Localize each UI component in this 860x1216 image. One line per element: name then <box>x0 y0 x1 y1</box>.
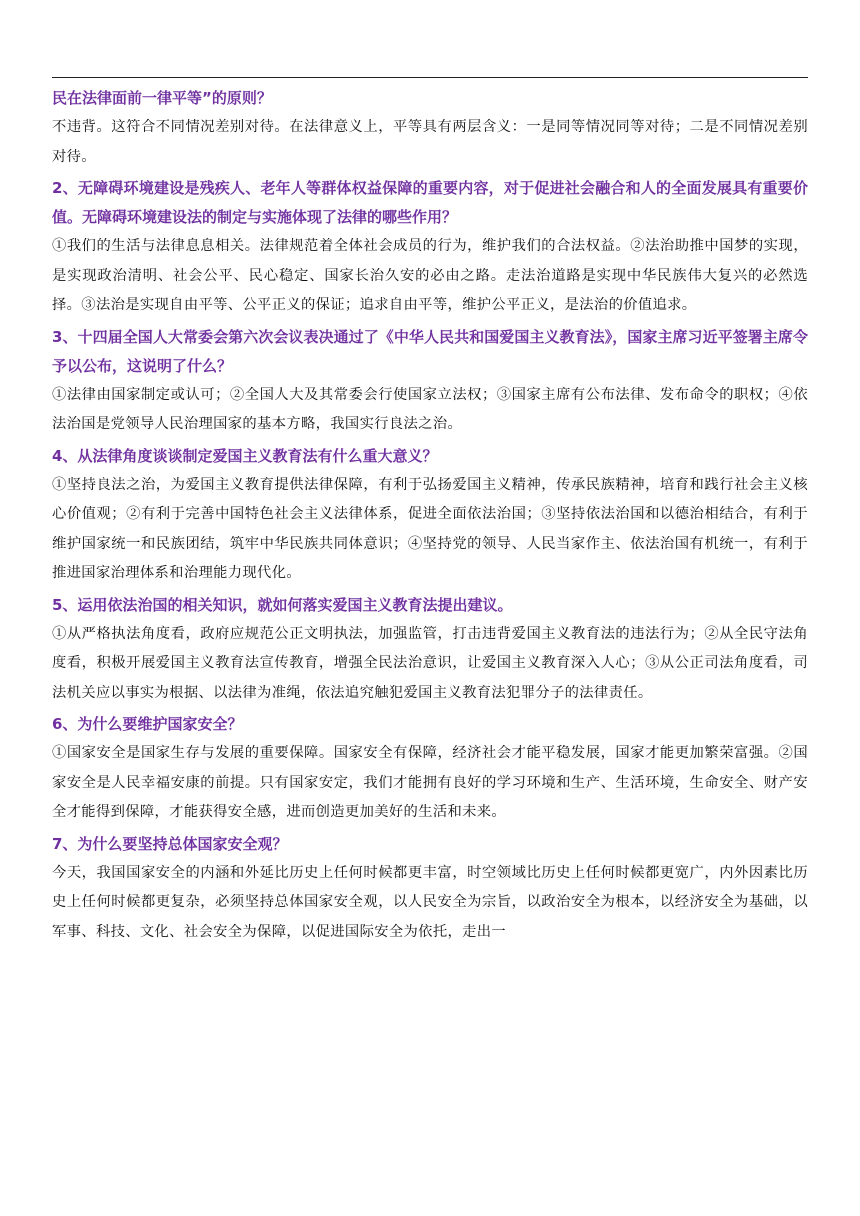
question-6: 6、为什么要维护国家安全？ <box>52 715 243 733</box>
answer-5: ①从严格执法角度看，政府应规范公正文明执法，加强监管，打击违背爱国主义教育法的违法行为；②从全民守法角度看，积极开展爱国主义教育法宣传教育，增强全民法治意识，让爱国主义教育深入人心；③从公正司法角度看，司法机关应以事实为根据、以法律为准绳，依法追究触犯爱国主义教育法犯罪分子的法律责任。 <box>52 625 808 701</box>
question-7: 7、为什么要坚持总体国家安全观？ <box>52 834 288 853</box>
answer-3: ①法律由国家制定或认可；②全国人大及其常委会行使国家立法权；③国家主席有公布法律、发布命令的职权；④依法治国是党领导人民治理国家的基本方略，我国实行良法之治。 <box>52 386 808 432</box>
answer-4: ①坚持良法之治，为爱国主义教育提供法律保障，有利于弘扬爱国主义精神，传承民族精神，培育和践行社会主义核心价值观；②有利于完善中国特色社会主义法律体系，促进全面依法治国；③坚持依法治国和以德治相结合，有利于维护国家统一和民族团结，筑牢中华民族共同体意识；④坚持党的领导、人民当家作主、依法治国有机统一，有利于推进国家治理体系和治理能力现代化。 <box>52 476 808 581</box>
question-text: 民在法律面前一律平等”的原则？ <box>52 89 272 107</box>
answer-7: 今天，我国国家安全的内涵和外延比历史上任何时候都更丰富，时空领域比历史上任何时候都更宽广，内外因素比历史上任何时候都更复杂，必须坚持总体国家安全观，以人民安全为宗旨，以政治安全为根本，以经济安全为基础，以军事、科技、文化、社会安全为保障，以促进国际安全为依托，走出一 <box>52 864 808 940</box>
document-body <box>52 84 808 949</box>
question-3: 3、十四届全国人大常委会第六次会议表决通过了《中华人民共和国爱国主义教育法》，国家主席习近平签署主席令予以公布，这说明了什么？ <box>52 327 808 375</box>
question-4: 4、从法律角度谈谈制定爱国主义教育法有什么重大意义？ <box>52 446 438 465</box>
answer-text: 不违背。这符合不同情况差别对待。在法律意义上，平等具有两层含义：一是同等情况同等对待；二是不同情况差别对待。 <box>52 119 808 165</box>
header-rule <box>52 77 808 78</box>
answer-6: ①国家安全是国家生存与发展的重要保障。国家安全有保障，经济社会才能平稳发展，国家才能更加繁荣富强。②国家安全是人民幸福安康的前提。只有国家安定，我们才能拥有良好的学习环境和生产、生活环境，生命安全、财产安全才能得到保障，才能获得安全感，进而创造更加美好的生活和未来。 <box>52 745 808 820</box>
answer-2: ①我们的生活与法律息息相关。法律规范着全体社会成员的行为，维护我们的合法权益。②法治助推中国梦的实现，是实现政治清明、社会公平、民心稳定、国家长治久安的必由之路。走法治道路是实现中华民族伟大复兴的必然选择。③法治是实现自由平等、公平正义的保证；追求自由平等，维护公平正义，是法治的价值追求。 <box>52 238 808 313</box>
question-5: 5、运用依法治国的相关知识，就如何落实爱国主义教育法提出建议。 <box>52 595 513 614</box>
question-2: 2、无障碍环境建设是残疾人、老年人等群体权益保障的重要内容，对于促进社会融合和人的全面发展具有重要价值。无障碍环境建设法的制定与实施体现了法律的哪些作用？ <box>52 179 808 226</box>
